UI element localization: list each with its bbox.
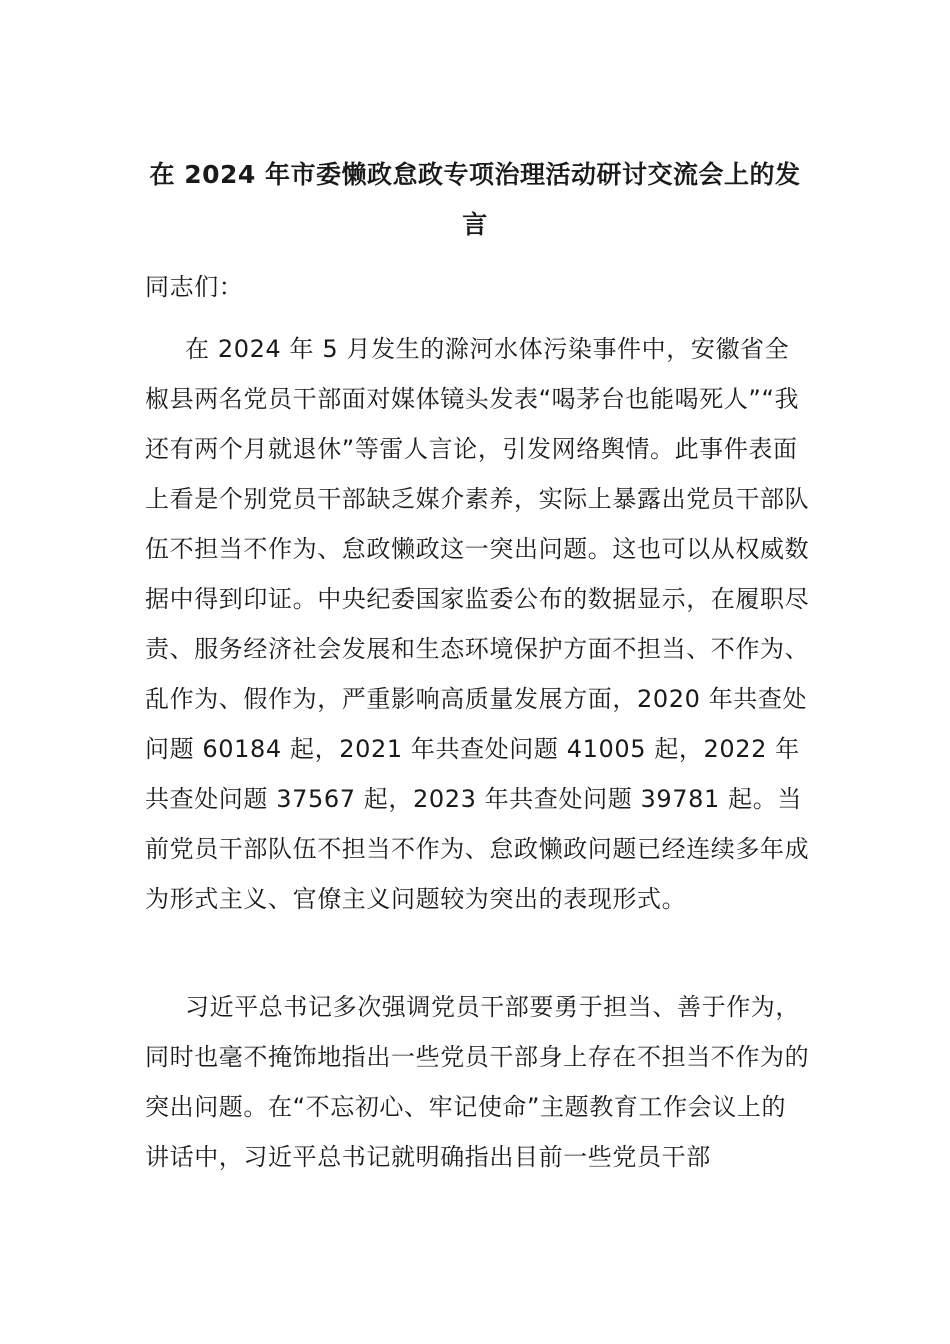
paragraph-2: 习近平总书记多次强调党员干部要勇于担当、善于作为，同时也毫不掩饰地指出一些党员干部身上存在不担当不作为的突出问题。在“不忘初心、牢记使命”主题教育工作会议上的讲话中，习近平总书记就明确指出目前一些党员干部 — [145, 993, 810, 1171]
salutation: 同志们： — [145, 273, 244, 301]
document-title: 在 2024 年市委懒政怠政专项治理活动研讨交流会上的发言 — [149, 160, 801, 239]
paragraph-1: 在 2024 年 5 月发生的滁河水体污染事件中，安徽省全椒县两名党员干部面对媒体镜头发表“喝茅台也能喝死人”“我还有两个月就退休”等雷人言论，引发网络舆情。此事件表面上看是个别党员干部缺乏媒介素养，实际上暴露出党员干部队伍不担当不作为、怠政懒政这一突出问题。这也可以从权威数据中得到印证。中央纪委国家监委公布的数据显示，在履职尽责、服务经济社会发展和生态环境保护方面不担当、不作为、乱作为、假作为，严重影响高质量发展方面，2020 年共查处问题 60184 起，2021 年共查处问题 41005 起，2022 年共查处问题 37567 起，2023 年共查处问题 39781 起。当前党员干部队伍不担当不作为、怠政懒政问题已经连续多年成为形式主义、官僚主义问题较为突出的表现形式。 — [145, 335, 810, 913]
